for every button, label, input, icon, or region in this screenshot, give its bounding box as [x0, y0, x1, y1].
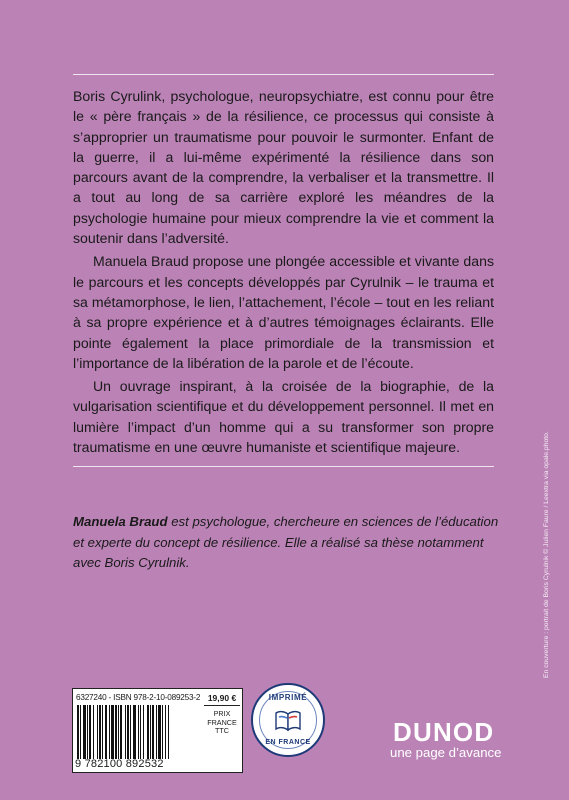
barcode-bar: [147, 705, 149, 759]
barcode-bar: [158, 705, 161, 759]
badge-top-text: IMPRIMÉ: [268, 693, 308, 702]
barcode-bar: [80, 705, 81, 759]
barcode-bars: [77, 705, 197, 759]
author-name: Manuela Braud: [73, 514, 168, 529]
barcode-bar: [105, 705, 107, 759]
barcode-bar: [138, 705, 139, 759]
price-note: [204, 710, 240, 736]
barcode-bar: [89, 705, 91, 759]
price-box: [204, 693, 240, 736]
blurb-paragraph-3: Un ouvrage inspirant, à la croisée de la biographie, de la vulgarisation scientifique et du développement personnel. Il met en lumière l’impact d’un homme qui a su transformer son propre traumatisme en une œuvre humaniste et scientifique majeure.: [73, 378, 494, 456]
blurb-paragraph-1: Boris Cyrulink, psychologue, neuropsychiatre, est connu pour être le « père français » de la résilience, ce processus qui consiste à s’approprier un traumatisme pour pouvoir le surmonter. Enfant de la guerre, il a lui-même expérimenté la résilience dans son parcours avant de la comprendre, la verbaliser et la transmettre. Il a tout au long de sa carrière exploré les méandres de la psychologie humaine pour mieux comprendre la vie et comment la soutenir dans l’adversité.: [73, 88, 494, 247]
barcode-bar: [127, 705, 129, 759]
publisher-tagline: une page d’avance: [390, 745, 502, 760]
author-bio-text: est psychologue, chercheure en sciences de l’éducation et experte du concept de résilience. Elle a réalisé sa thèse notamment avec Boris Cyrulnik.: [73, 514, 499, 570]
barcode-bar: [87, 705, 88, 759]
barcode-bar: [118, 705, 119, 759]
author-bio: [73, 512, 503, 574]
back-cover-blurb: [73, 86, 494, 457]
isbn-reference: 6327240 - ISBN 978-2-10-089253-2: [76, 693, 201, 702]
price-note-1: PRIX: [213, 709, 231, 718]
barcode-bar: [156, 705, 157, 759]
barcode-digits: 9 782100 892532: [75, 758, 164, 770]
barcode-bar: [120, 705, 122, 759]
barcode-bar: [99, 705, 101, 759]
barcode-bar: [140, 705, 141, 759]
barcode-bar: [165, 705, 166, 759]
blurb-paragraph-2: Manuela Braud propose une plongée accessible et vivante dans le parcours et les concepts développés par Cyrulnik – le trauma et sa métamorphose, le lien, l’attachement, l’école – tout en les reliant à sa propre expérience et à d’autres témoignages éclairants. Elle pointe également la place primordiale de la transmission et l’importance de la libération de la parole et de l’écoute.: [73, 253, 494, 371]
price: 19,90 €: [204, 693, 240, 706]
barcode-bar: [111, 705, 114, 759]
barcode-panel: [72, 688, 243, 773]
barcode-bar: [102, 705, 103, 759]
barcode-bar: [115, 705, 117, 759]
barcode-bar: [83, 705, 86, 759]
barcode-bar: [130, 705, 131, 759]
middle-rule: [73, 466, 494, 467]
badge-bottom-text: EN FRANCE: [265, 739, 311, 746]
barcode-bar: [97, 705, 98, 759]
barcode-bar: [150, 705, 151, 759]
price-note-3: TTC: [215, 726, 229, 735]
barcode-bar: [152, 705, 154, 759]
barcode-bar: [168, 705, 169, 759]
barcode-bar: [162, 705, 163, 759]
publisher-logo: DUNOD: [393, 717, 495, 747]
cover-credits: En couverture : portrait de Boris Cyrulnik © Julien Faure / Leextra via opale.photo.: [543, 431, 550, 678]
barcode-bar: [77, 705, 79, 759]
top-rule: [73, 74, 494, 75]
barcode-bar: [125, 705, 126, 759]
barcode-bar: [109, 705, 110, 759]
barcode-bar: [93, 705, 94, 759]
price-note-2: FRANCE: [207, 717, 237, 727]
barcode-bar: [133, 705, 136, 759]
open-book-icon: [275, 710, 301, 732]
imprime-en-france-badge: [251, 683, 325, 757]
barcode-bar: [143, 705, 144, 759]
